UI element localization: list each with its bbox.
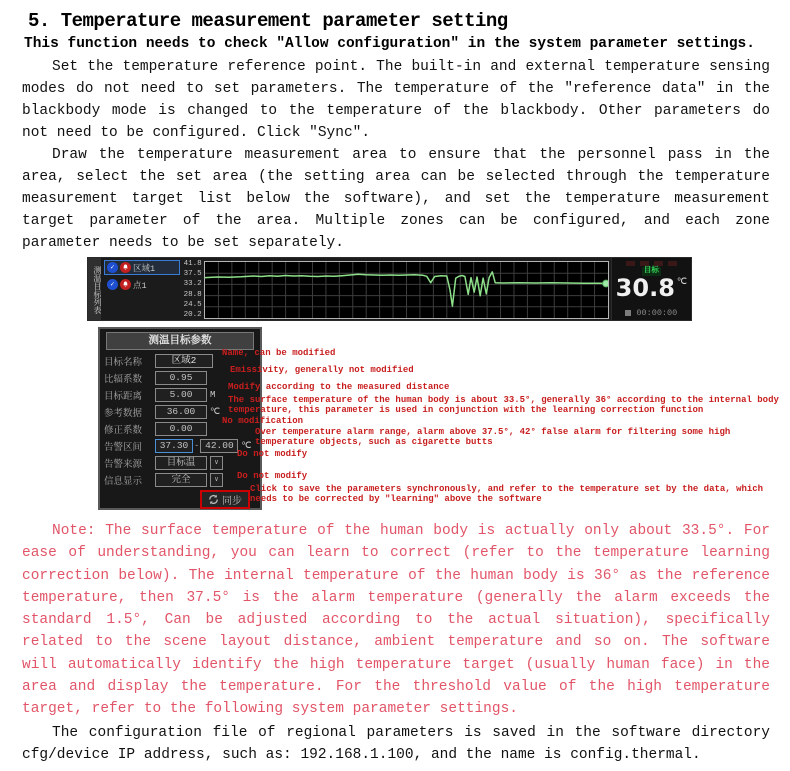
alarm-unit: ℃ (241, 440, 252, 451)
annotation-alarm-interval: Over temperature alarm range, alarm above 37.5°, 42° false alarm for filtering some high temperature objects, such as cigarette butts (255, 427, 731, 447)
reference-unit: ℃ (210, 406, 221, 417)
field-label: 目标距离 (104, 390, 143, 402)
section-subheading: This function needs to check "Allow configuration" in the system parameter settings. (24, 36, 755, 52)
sync-button-label: 同步 (222, 496, 242, 507)
annotation-emissivity: Emissivity, generally not modified (230, 365, 414, 375)
correction-input[interactable]: 0.00 (155, 422, 207, 436)
reference-input[interactable]: 36.00 (155, 405, 207, 419)
embedded-screenshots (22, 257, 779, 514)
y-tick: 33.2 (183, 280, 202, 289)
paragraph-reference-point: Set the temperature reference point. The built-in and external temperature sensing modes do not need to set parameters. The temperature of the "reference data" in the blackbody mode is changed to the temperature of the blackbody. Other parameters do not need to be configured. Click "Sync". (22, 59, 770, 141)
row-alarm-interval (104, 438, 256, 453)
mini-stat-chips (616, 261, 687, 266)
field-label: 参考数据 (104, 407, 143, 419)
field-label: 告警区间 (104, 441, 143, 453)
paragraph-draw-area: Draw the temperature measurement area to ensure that the personnel pass in the area, select the set area (the setting area can be selected through the temperature measurement target list below the software), and set the temperature measurement target parameter of the area. Multiple zones can be configured, and each zone parameter needs to be set separately. (22, 147, 770, 251)
annotation-alarm-source: Do not modify (237, 449, 308, 459)
sync-button[interactable] (200, 490, 250, 509)
temperature-plot-area (180, 258, 611, 320)
record-timer: 00:00:00 (636, 308, 678, 318)
stop-icon[interactable] (625, 310, 631, 316)
dialog-title: 测温目标参数 (106, 332, 254, 350)
alarm-source-select[interactable]: 目标温 (155, 456, 207, 470)
paragraph-config-file: The configuration file of regional parameters is saved in the software directory cfg/device IP address, such as: 192.168.1.100, and the name is config.thermal. (22, 724, 770, 763)
field-label: 目标名称 (104, 356, 143, 368)
alarm-low-input[interactable]: 37.30 (155, 439, 193, 453)
distance-unit: M (210, 389, 216, 400)
target-list-item-point1[interactable] (104, 277, 180, 292)
field-label: 比辐系数 (104, 373, 143, 385)
y-tick: 28.8 (183, 290, 202, 299)
alarm-bell-icon[interactable] (120, 279, 131, 290)
sync-icon (208, 494, 219, 505)
y-tick: 20.2 (183, 310, 202, 319)
target-name: 区域1 (132, 263, 156, 274)
alarm-bell-icon[interactable] (120, 262, 131, 273)
target-name-input[interactable]: 区域2 (155, 354, 213, 368)
field-label: 告警来源 (104, 458, 143, 470)
temperature-unit: ℃ (676, 277, 687, 287)
field-label: 修正系数 (104, 424, 143, 436)
annotation-info-display: Do not modify (237, 471, 308, 481)
current-reading-panel (611, 258, 691, 320)
annotation-reference: The surface temperature of the human body is about 33.5°, generally 36° according to the internal body temperature, this parameter is used in conjunction with the learning correction function (228, 395, 779, 415)
row-info-display (104, 472, 256, 487)
section-heading: 5. Temperature measurement parameter setting (28, 10, 508, 32)
current-temperature-value: 30.8 (615, 274, 675, 302)
y-tick: 37.5 (183, 270, 202, 279)
distance-input[interactable]: 5.00 (155, 388, 207, 402)
target-list-vertical-label: 测温目标列表 (88, 258, 101, 320)
y-axis-tick-labels (182, 261, 204, 319)
row-alarm-source (104, 455, 256, 470)
y-tick: 24.5 (183, 300, 202, 309)
temperature-plot (204, 261, 609, 319)
annotation-name: Name, can be modified (222, 348, 336, 358)
info-display-select[interactable]: 完全 (155, 473, 207, 487)
reading-mode-badge: 目标 (643, 267, 659, 275)
y-tick: 41.8 (183, 260, 202, 268)
temperature-chart-window (87, 257, 692, 321)
temperature-target-list (101, 258, 180, 320)
temperature-plot-svg (205, 262, 608, 318)
alarm-high-input[interactable]: 42.00 (200, 439, 238, 453)
target-list-item-area1[interactable] (104, 260, 180, 275)
emissivity-input[interactable]: 0.95 (155, 371, 207, 385)
range-dash: - (194, 440, 200, 451)
checkbox-icon[interactable]: ✓ (107, 279, 118, 290)
annotation-sync: Click to save the parameters synchronously, and refer to the temperature set by the data, which needs to be corrected by "learning" above the software (250, 484, 764, 504)
checkbox-icon[interactable]: ✓ (107, 262, 118, 273)
chevron-down-icon[interactable]: ∨ (210, 456, 223, 470)
target-name: 点1 (132, 280, 147, 291)
note-paragraph: Note: The surface temperature of the human body is actually only about 33.5°. For ease of understanding, you can learn to correct (refer to the temperature learning correction below). The internal temperature of the human body is 36° as the reference temperature, then 37.5° is the alarm temperature (generally the alarm exceeds the standard 1.5°, Can be adjusted according to the actual situation), specifically related to the scene layout distance, ambient temperature and so on. The software will automatically identify the high temperature target (usually human face) in the area and display the temperature. For the threshold value of the high temperature target, refer to the following system parameter settings. (22, 523, 770, 718)
field-label: 信息显示 (104, 475, 143, 487)
annotation-distance: Modify according to the measured distance (228, 382, 450, 392)
annotation-correction: No modification (222, 416, 304, 426)
chevron-down-icon[interactable]: ∨ (210, 473, 223, 487)
